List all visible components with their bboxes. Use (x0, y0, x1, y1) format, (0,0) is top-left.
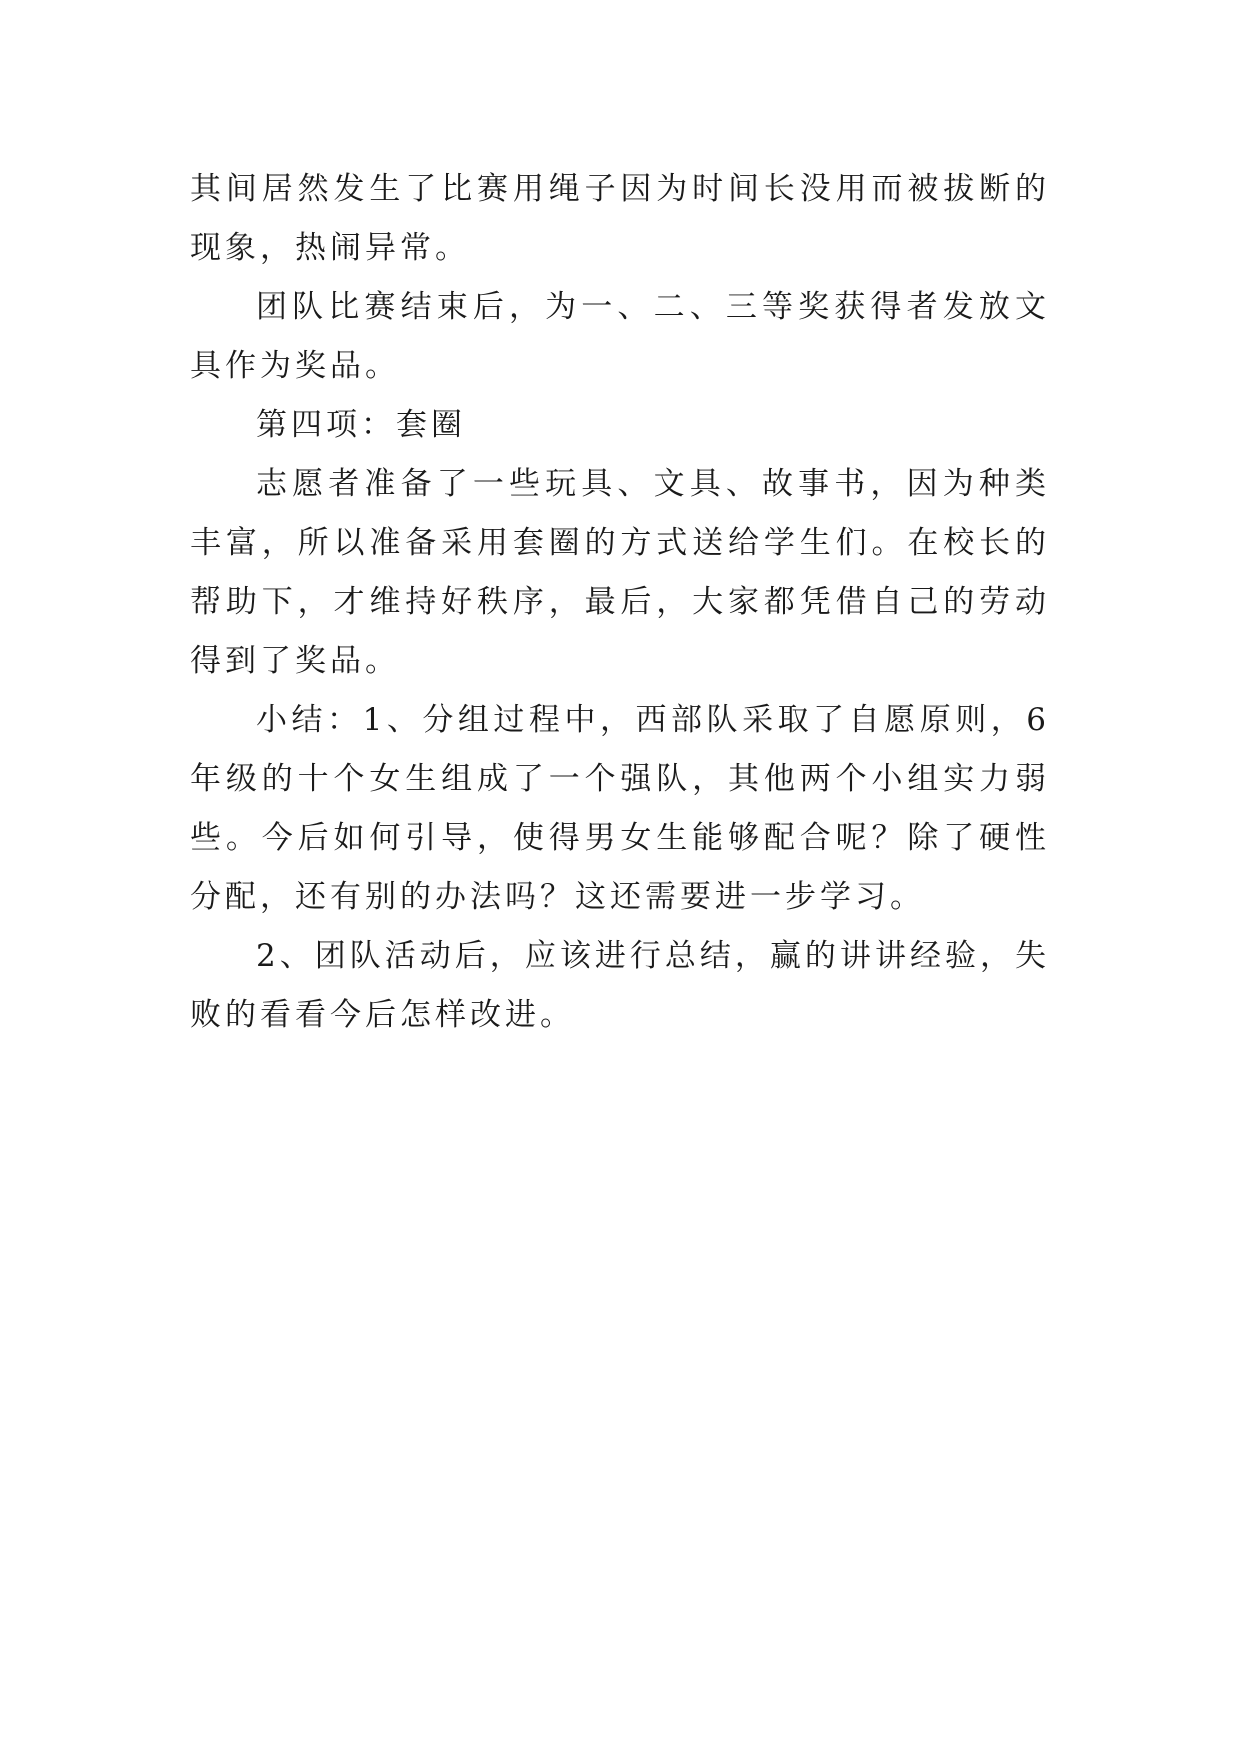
paragraph-rope-incident: 其间居然发生了比赛用绳子因为时间长没用而被拔断的现象，热闹异常。 (190, 171, 1050, 266)
document-body (190, 160, 1050, 1045)
paragraph-team-prizes: 团队比赛结束后，为一、二、三等奖获得者发放文具作为奖品。 (190, 289, 1050, 384)
paragraph-ring-toss: 志愿者准备了一些玩具、文具、故事书，因为种类丰富，所以准备采用套圈的方式送给学生们。在校长的帮助下，才维持好秩序，最后，大家都凭借自己的劳动得到了奖品。 (190, 466, 1050, 679)
paragraph-summary-one: 小结：1、分组过程中，西部队采取了自愿原则，6年级的十个女生组成了一个强队，其他两个小组实力弱些。今后如何引导，使得男女生能够配合呢？除了硬性分配，还有别的办法吗？这还需要进一步学习。 (190, 702, 1050, 915)
paragraph-item-four-heading: 第四项：套圈 (256, 407, 466, 443)
paragraph-summary-two: 2、团队活动后，应该进行总结，赢的讲讲经验，失败的看看今后怎样改进。 (190, 938, 1050, 1033)
